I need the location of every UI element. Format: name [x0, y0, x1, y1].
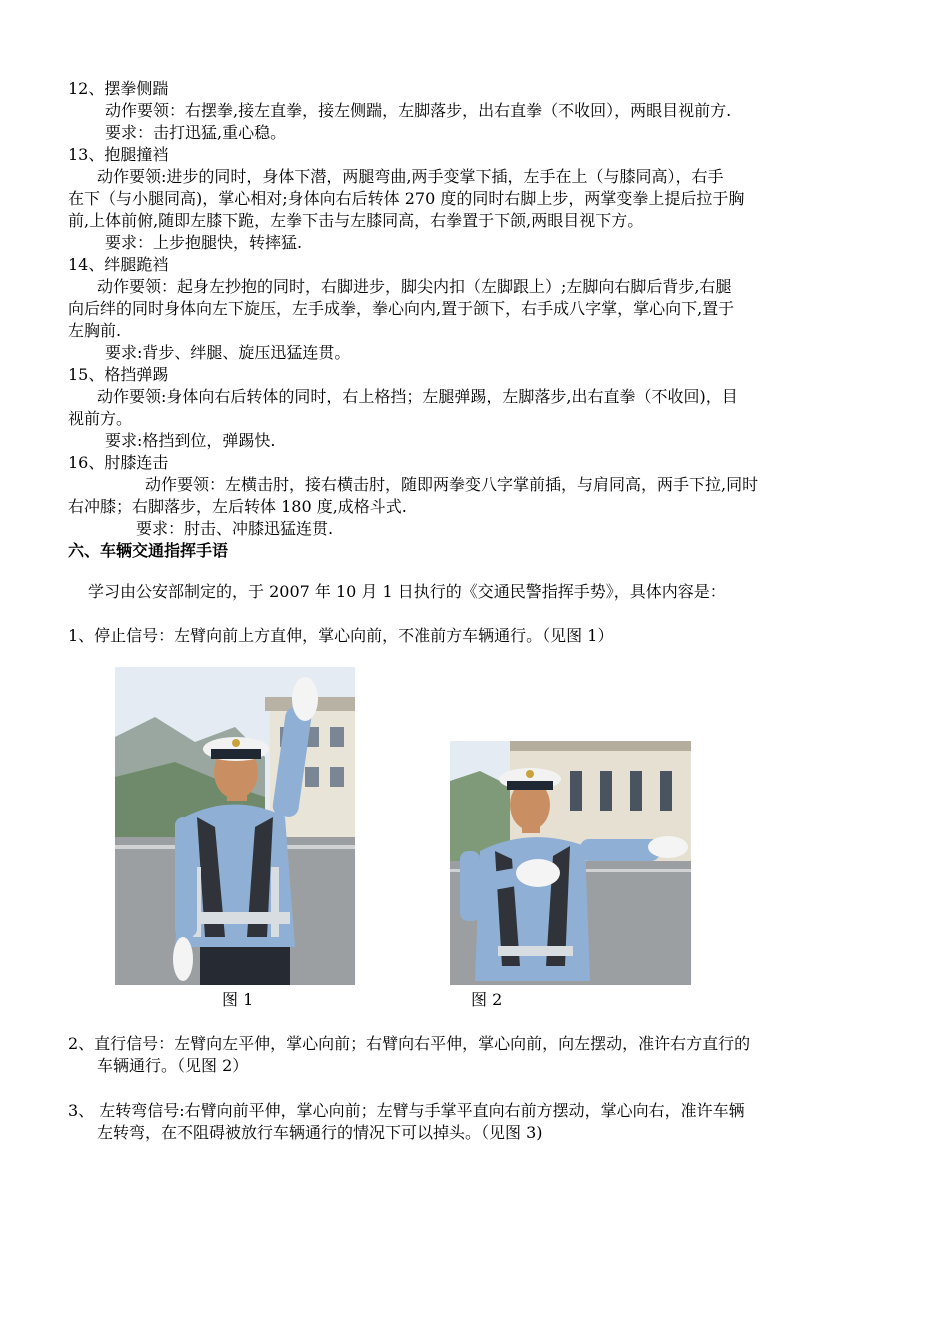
figure-2-straight-signal-photo — [450, 741, 691, 985]
item-15-action-line2: 视前方。 — [68, 409, 133, 428]
signal-3-left-turn-line2: 左转弯，在不阻碍被放行车辆通行的情况下可以掉头。（见图 3) — [97, 1123, 543, 1142]
item-14-action-line3: 左胸前. — [68, 321, 122, 340]
item-15-title: 15、格挡弹踢 — [68, 365, 169, 384]
item-16-action-line2: 右冲膝；右脚落步，左后转体 180 度,成格斗式. — [68, 497, 407, 516]
item-16-title: 16、肘膝连击 — [68, 453, 169, 472]
item-13-action-line1: 动作要领:进步的同时，身体下潜，两腿弯曲,两手变掌下插，左手在上（与膝同高），右手 — [97, 167, 724, 186]
section-heading: 六、车辆交通指挥手语 — [68, 541, 229, 560]
item-14-action-line1: 动作要领：起身左抄抱的同时，右脚进步，脚尖内扣（左脚跟上）;左脚向右脚后背步,右腿 — [97, 277, 732, 296]
signal-3-left-turn-line1: 3、 左转弯信号:右臂向前平伸，掌心向前；左臂与手掌平直向右前方摆动，掌心向右，准许车辆 — [68, 1101, 745, 1120]
item-13-action-line2: 在下（与小腿同高)，掌心相对;身体向右后转体 270 度的同时右脚上步，两掌变拳上提后拉于胸 — [68, 189, 745, 208]
item-16-requirement: 要求：肘击、冲膝迅猛连贯. — [136, 519, 334, 538]
figure-2-caption: 图 2 — [471, 990, 503, 1009]
item-16-action-line1: 动作要领：左横击肘，接右横击肘，随即两拳变八字掌前插，与肩同高，两手下拉,同时 — [145, 475, 759, 494]
item-15-requirement: 要求:格挡到位，弹踢快. — [105, 431, 276, 450]
item-14-action-line2: 向后绊的同时身体向左下旋压，左手成拳，拳心向内,置于颌下，右手成八字掌，掌心向下,置于 — [68, 299, 735, 318]
item-12-title: 12、摆拳侧踹 — [68, 79, 169, 98]
signal-2-straight-line1: 2、直行信号：左臂向左平伸，掌心向前；右臂向右平伸，掌心向前，向左摆动，准许右方直行的 — [68, 1034, 751, 1053]
figure-1-stop-signal-photo — [115, 667, 355, 985]
item-14-title: 14、绊腿跪裆 — [68, 255, 169, 274]
signal-1-stop: 1、停止信号：左臂向前上方直伸，掌心向前，不准前方车辆通行。（见图 1） — [68, 626, 614, 645]
item-13-action-line3: 前,上体前俯,随即左膝下跪，左拳下击与左膝同高，右拳置于下颌,两眼目视下方。 — [68, 211, 644, 230]
item-15-action-line1: 动作要领:身体向右后转体的同时，右上格挡；左腿弹踢，左脚落步,出右直拳（不收回)，目 — [97, 387, 738, 406]
item-12-requirement: 要求：击打迅猛,重心稳。 — [105, 123, 287, 142]
item-13-requirement: 要求：上步抱腿快，转摔猛. — [105, 233, 303, 252]
figure-1-caption: 图 1 — [222, 990, 254, 1009]
item-13-title: 13、抱腿撞裆 — [68, 145, 169, 164]
section-intro: 学习由公安部制定的，于 2007 年 10 月 1 日执行的《交通民警指挥手势》，具体内容是： — [88, 582, 726, 601]
signal-2-straight-line2: 车辆通行。（见图 2） — [97, 1056, 249, 1075]
item-14-requirement: 要求:背步、绊腿、旋压迅猛连贯。 — [105, 343, 351, 362]
item-12-action: 动作要领：右摆拳,接左直拳，接左侧踹，左脚落步，出右直拳（不收回），两眼目视前方. — [105, 101, 732, 120]
